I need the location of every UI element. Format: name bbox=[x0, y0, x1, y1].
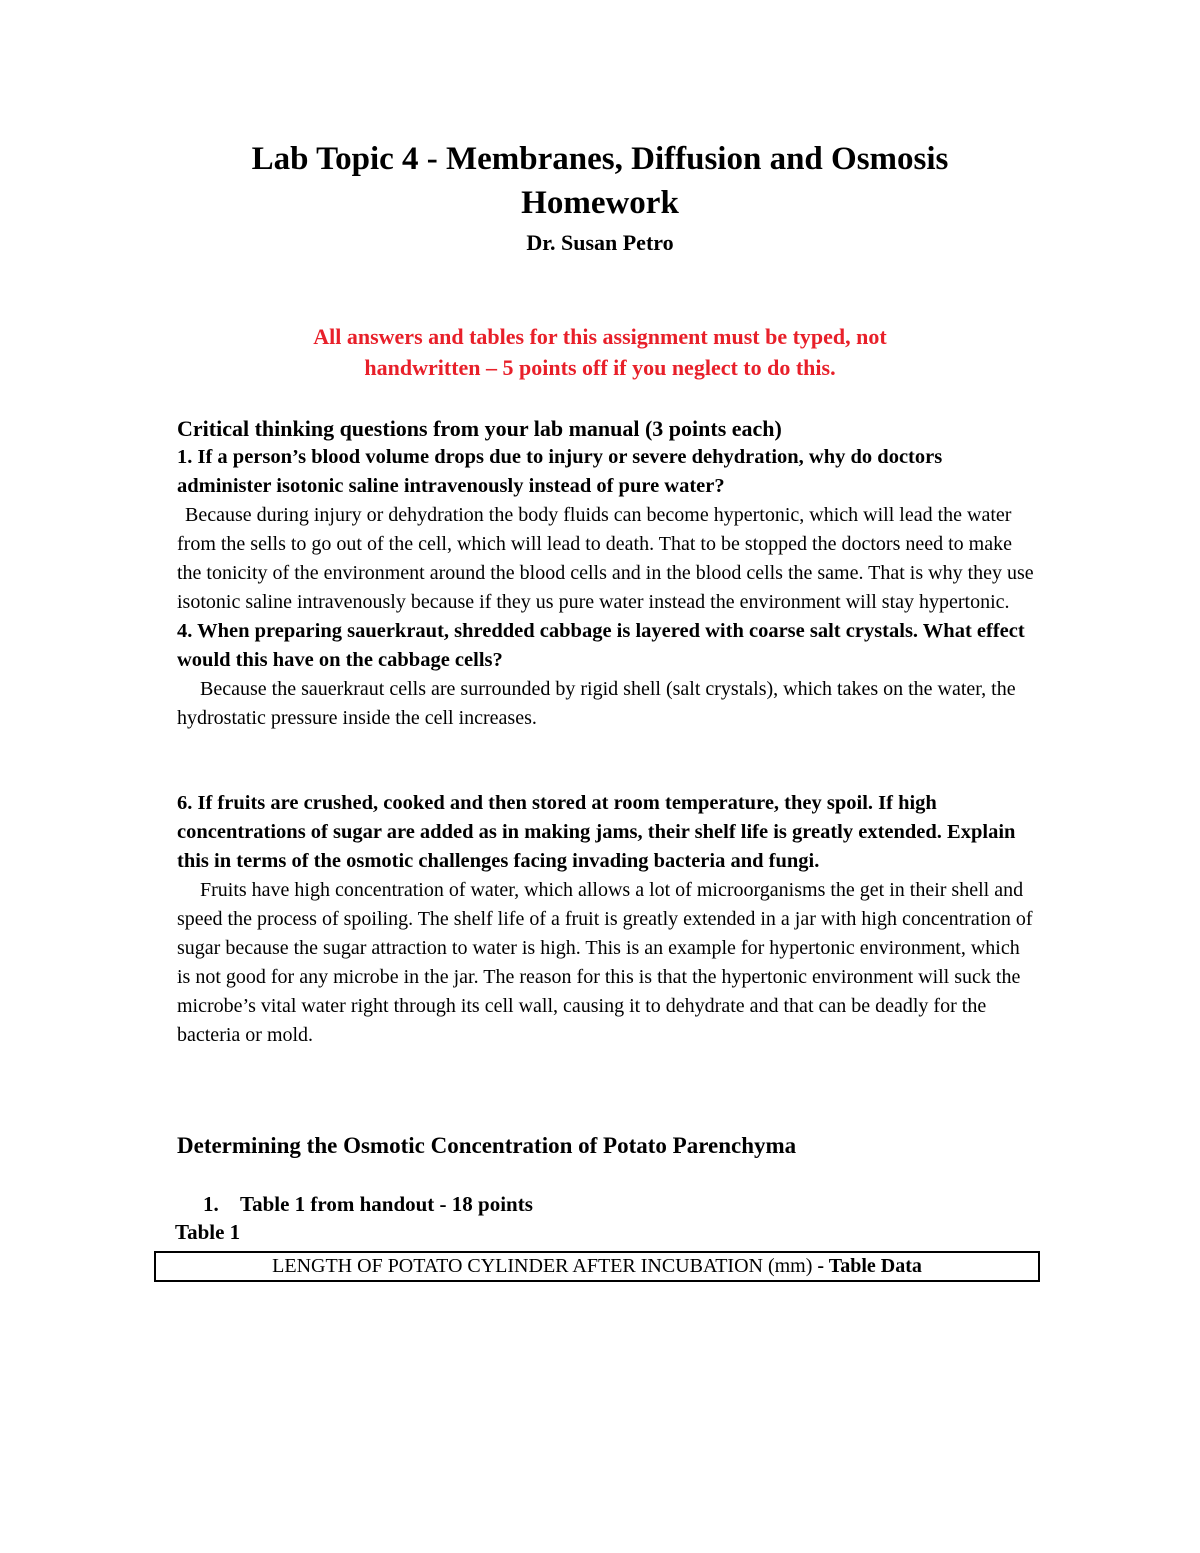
answer-4: Because the sauerkraut cells are surrounded by rigid shell (salt crystals), which takes on the water, the hydrostatic pressure inside the cell increases. bbox=[177, 678, 1016, 729]
list-item-number: 1. bbox=[203, 1192, 219, 1216]
table-caption: Table 1 bbox=[175, 1220, 241, 1244]
section-critical-thinking bbox=[177, 414, 1037, 733]
section-heading: Critical thinking questions from your lab manual (3 points each) bbox=[177, 416, 782, 441]
list-item-table1 bbox=[203, 1190, 533, 1219]
document-title-line2: Homework bbox=[521, 185, 679, 221]
list-item-text: Table 1 from handout - 18 points bbox=[240, 1192, 533, 1216]
warning-line2: handwritten – 5 points off if you neglect to do this. bbox=[364, 355, 836, 380]
section-question-6 bbox=[177, 789, 1037, 1050]
table-header-suffix: - Table Data bbox=[812, 1255, 922, 1277]
potato-length-table bbox=[154, 1251, 1040, 1282]
document-author: Dr. Susan Petro bbox=[526, 230, 674, 255]
answer-6: Fruits have high concentration of water, which allows a lot of microorganisms the get in their shell and speed the process of spoiling. The shelf life of a fruit is greatly extended in a jar with high concentration of sugar because the sugar attraction to water is high. This is an example for hypertonic environment, which is not good for any microbe in the jar. The reason for this is that the hypertonic environment will suck the microbe’s vital water right through its cell wall, causing it to dehydrate and that can be deadly for the bacteria or mold. bbox=[177, 879, 1033, 1046]
table-header-main: LENGTH OF POTATO CYLINDER AFTER INCUBATION (mm) bbox=[272, 1255, 813, 1277]
question-4: 4. When preparing sauerkraut, shredded cabbage is layered with coarse salt crystals. What effect would this have on the cabbage cells? bbox=[177, 620, 1025, 671]
answer-1: Because during injury or dehydration the body fluids can become hypertonic, which will lead the water from the sells to go out of the cell, which will lead to death. That to be stopped the doctors need to make the tonicity of the environment around the blood cells and in the blood cells the same. That is why they use isotonic saline intravenously because if they us pure water instead the environment will stay hypertonic. bbox=[177, 504, 1034, 613]
document-title-line1: Lab Topic 4 - Membranes, Diffusion and Osmosis bbox=[251, 141, 949, 177]
section-heading-potato: Determining the Osmotic Concentration of Potato Parenchyma bbox=[177, 1133, 797, 1158]
warning-line1: All answers and tables for this assignment must be typed, not bbox=[313, 324, 887, 349]
question-1: 1. If a person’s blood volume drops due to injury or severe dehydration, why do doctors administer isotonic saline intravenously instead of pure water? bbox=[177, 446, 943, 497]
question-6: 6. If fruits are crushed, cooked and then stored at room temperature, they spoil. If high concentrations of sugar are added as in making jams, their shelf life is greatly extended. Explain this in terms of the osmotic challenges facing invading bacteria and fungi. bbox=[177, 792, 1016, 872]
